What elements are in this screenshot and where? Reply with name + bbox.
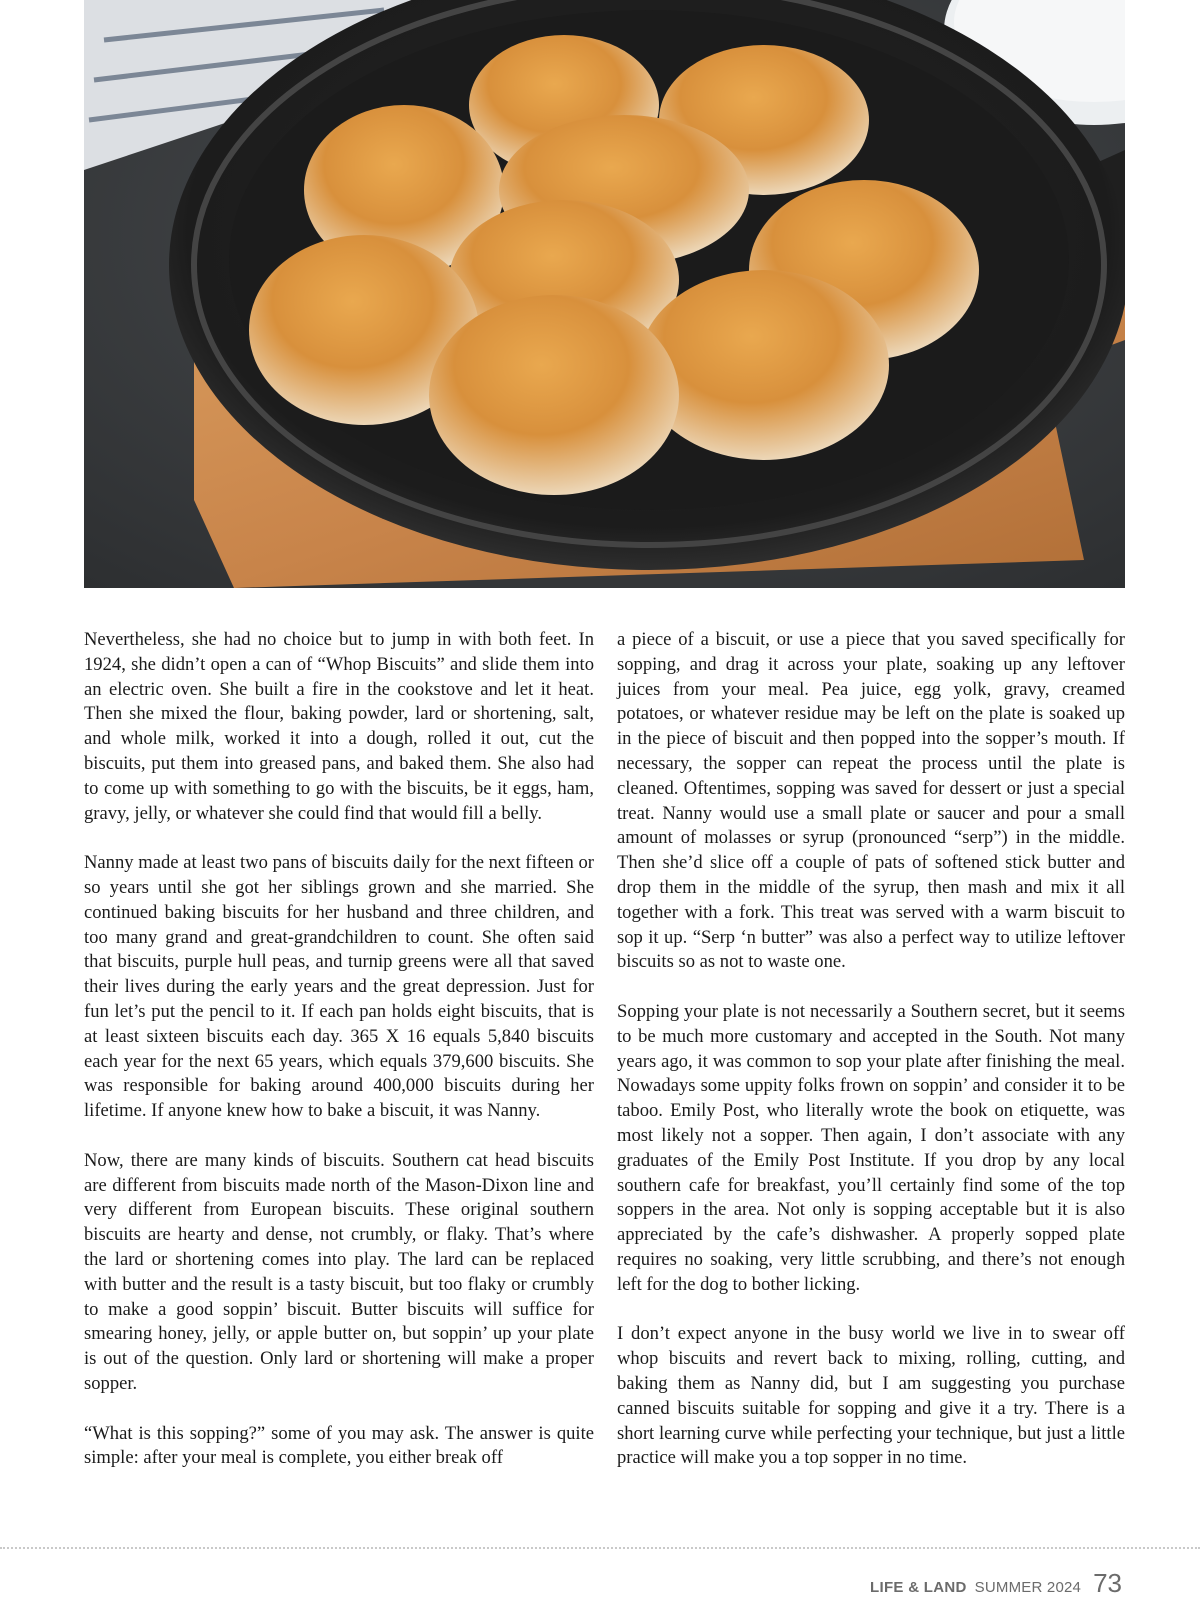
page-number: 73 xyxy=(1093,1568,1122,1598)
paragraph: “What is this sopping?” some of you may ask. The answer is quite simple: after your meal is complete, you either break off xyxy=(84,1422,594,1469)
paragraph: Nevertheless, she had no choice but to jump in with both feet. In 1924, she didn’t open a can of “Whop Biscuits” and slide them into an electric oven. She built a fire in the cookstove and let it heat. Then she mixed the flour, baking powder, lard or shortening, salt, and whole milk, worked it into a dough, rolled it out, cut the biscuits, put them into greased pans, and baked them. She also had to come up with something to go with the biscuits, be it eggs, ham, gravy, jelly, or whatever she could find that would fill a belly. xyxy=(84,629,594,824)
biscuit-skillet-photo xyxy=(84,0,1125,588)
page-footer xyxy=(870,1568,1122,1599)
issue-label: SUMMER 2024 xyxy=(974,1579,1082,1596)
paragraph: Now, there are many kinds of biscuits. Southern cat head biscuits are different from biscuits made north of the Mason-Dixon line and very different from European biscuits. These original southern biscuits are hearty and dense, not crumbly, or flaky. That’s where the lard or shortening comes into play. The lard can be replaced with butter and the result is a tasty biscuit, but too flaky or crumbly to make a good soppin’ biscuit. Butter biscuits will suffice for smearing honey, jelly, or apple butter on, but soppin’ up your plate is out of the question. Only lard or shortening will make a proper sopper. xyxy=(84,1149,594,1394)
paragraph: I don’t expect anyone in the busy world we live in to swear off whop biscuits and revert back to mixing, rolling, cutting, and baking them as Nanny did, but I am suggesting you purchase canned biscuits suitable for sopping and give it a try. There is a short learning curve while perfecting your technique, but just a little practice will make you a top sopper in no time. xyxy=(617,1323,1125,1469)
paragraph: Sopping your plate is not necessarily a Southern secret, but it seems to be much more customary and accepted in the South. Not many years ago, it was common to sop your plate after finishing the meal. Nowadays some uppity folks frown on soppin’ and consider it to be taboo. Emily Post, who literally wrote the book on etiquette, was most likely not a sopper. Then again, I don’t associate with any graduates of the Emily Post Institute. If you drop by any local southern cafe for breakfast, you’ll certainly find some of the top soppers in the area. Not only is sopping acceptable but it is also appreciated by the cafe’s dishwasher. A properly sopped plate requires no soaking, very little scrubbing, and there’s not enough left for the dog to bother licking. xyxy=(617,1000,1125,1295)
photo-illustration xyxy=(84,0,1125,588)
paragraph: Nanny made at least two pans of biscuits daily for the next fifteen or so years until she got her siblings grown and she married. She continued baking biscuits for her husband and three children, and too many grand and great-grandchildren to count. She often said that biscuits, purple hull peas, and turnip greens were all that saved their lives during the early years and the great depression. Just for fun let’s put the pencil to it. If each pan holds eight biscuits, that is at least sixteen biscuits each day. 365 X 16 equals 5,840 biscuits each year for the next 65 years, which equals 379,600 biscuits. She was responsible for baking around 400,000 biscuits during her lifetime. If anyone knew how to bake a biscuit, it was Nanny. xyxy=(84,852,594,1122)
article-left-column xyxy=(84,628,594,1471)
article-right-column xyxy=(617,628,1125,1471)
paragraph: a piece of a biscuit, or use a piece that you saved specifically for sopping, and drag it across your plate, soaking up any leftover juices from your meal. Pea juice, egg yolk, gravy, creamed potatoes, or whatever residue may be left on the plate is soaked up in the piece of biscuit and then popped into the sopper’s mouth. If necessary, the sopper can repeat the process until the plate is cleaned. Oftentimes, sopping was saved for dessert or just a special treat. Nanny would use a small plate or saucer and pour a small amount of molasses or syrup (pronounced “serp”) in the middle. Then she’d slice off a couple of pats of softened stick butter and drop them in the middle of the syrup, then mash and mix it all together with a fork. This treat was served with a warm biscuit to sop it up. “Serp ‘n butter” was also a perfect way to utilize leftover biscuits so as not to waste one. xyxy=(617,629,1125,973)
footer-divider xyxy=(0,1547,1200,1549)
publication-name: LIFE & LAND xyxy=(870,1579,967,1596)
